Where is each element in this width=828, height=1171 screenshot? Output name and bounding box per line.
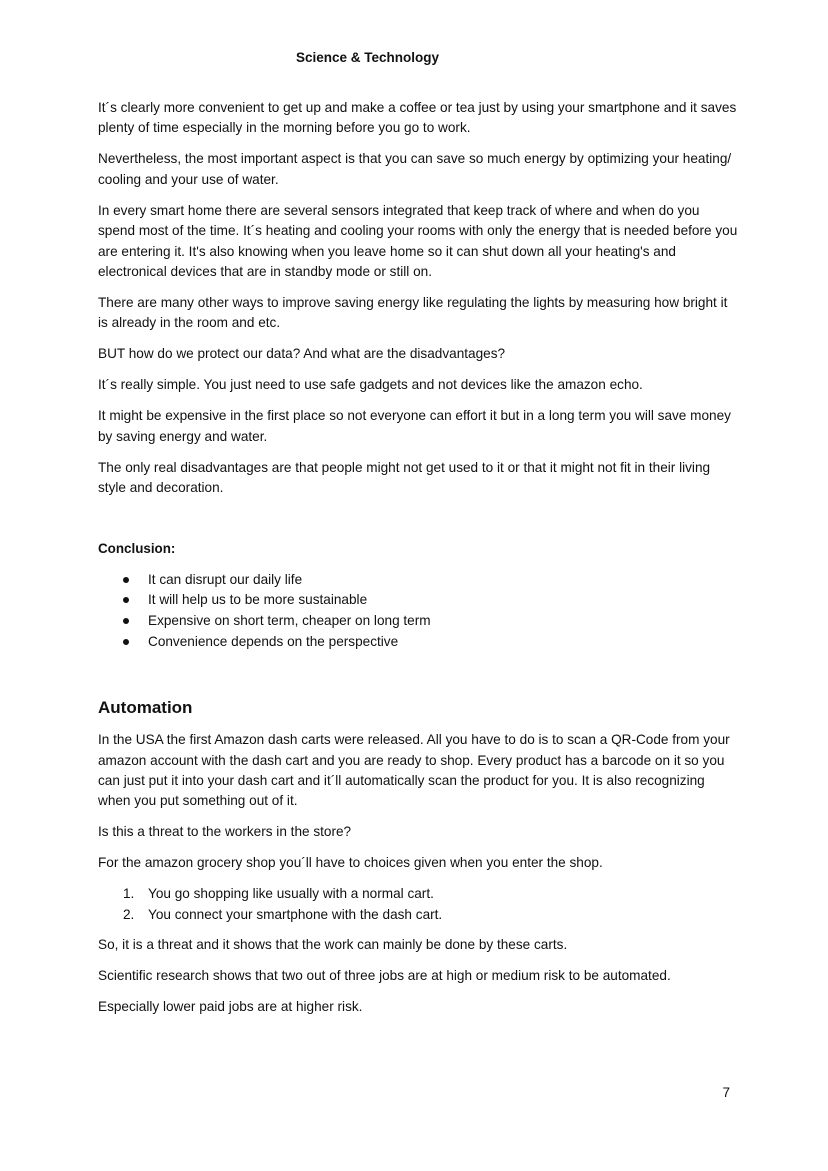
list-item	[98, 570, 738, 591]
paragraph: The only real disadvantages are that people might not get used to it or that it might not fit in their living style and decoration.	[98, 459, 711, 496]
paragraph: There are many other ways to improve saving energy like regulating the lights by measuring how bright it is already in the room and etc.	[98, 295, 728, 331]
list-item-text: Expensive on short term, cheaper on long term	[148, 613, 431, 629]
section-heading-automation: Automation	[98, 697, 193, 717]
list-item	[98, 884, 738, 904]
paragraph: Nevertheless, the most important aspect is that you can save so much energy by optimizing your heating/ cooling and your use of water.	[98, 151, 732, 187]
list-item-text: It will help us to be more sustainable	[148, 592, 368, 608]
paragraph: For the amazon grocery shop you´ll have to choices given when you enter the shop.	[98, 855, 603, 871]
paragraph: BUT how do we protect our data? And what are the disadvantages?	[98, 346, 506, 362]
list-item-text: You connect your smartphone with the dash cart.	[148, 906, 443, 922]
page-content	[98, 98, 738, 1028]
paragraph: So, it is a threat and it shows that the work can mainly be done by these carts.	[98, 937, 568, 953]
conclusion-list	[98, 570, 738, 653]
paragraph: In every smart home there are several sensors integrated that keep track of where and when do you spend most of the time. It´s heating and cooling your rooms with only the energy that is needed before you are entering it. It's also knowing when you leave home so it can shut down all your heating's and electronical devices that are in standby mode or still on.	[98, 202, 738, 280]
list-item	[98, 590, 738, 611]
bullet-icon	[123, 597, 129, 603]
conclusion-heading: Conclusion:	[98, 541, 176, 557]
paragraph: It´s really simple. You just need to use safe gadgets and not devices like the amazon echo.	[98, 377, 643, 393]
list-item-text: Convenience depends on the perspective	[148, 634, 399, 650]
bullet-icon	[123, 639, 129, 645]
choices-list	[98, 884, 738, 925]
list-item	[98, 611, 738, 632]
list-number: 2.	[123, 906, 135, 922]
page-header: Science & Technology	[295, 50, 440, 65]
list-item-text: It can disrupt our daily life	[148, 571, 303, 587]
paragraph: It might be expensive in the first place so not everyone can effort it but in a long term you will save money by saving energy and water.	[98, 408, 731, 444]
page-number: 7	[722, 1085, 730, 1100]
list-item	[98, 905, 738, 925]
bullet-icon	[123, 618, 129, 624]
paragraph: Scientific research shows that two out of three jobs are at high or medium risk to be automated.	[98, 968, 671, 984]
list-item-text: You go shopping like usually with a normal cart.	[148, 886, 434, 902]
spacer	[98, 509, 738, 539]
paragraph: Especially lower paid jobs are at higher risk.	[98, 999, 363, 1015]
paragraph: It´s clearly more convenient to get up and make a coffee or tea just by using your smartphone and it saves plenty of time especially in the morning before you go to work.	[98, 100, 737, 136]
bullet-icon	[123, 577, 129, 583]
list-number: 1.	[123, 886, 135, 902]
paragraph: In the USA the first Amazon dash carts were released. All you have to do is to scan a QR-Code from your amazon account with the dash cart and you are ready to shop. Every product has a barcode on it so you can just put it into your dash cart and it´ll automatically scan the product for you. It is also recognizing when you put something out of it.	[98, 732, 730, 809]
paragraph: Is this a threat to the workers in the store?	[98, 824, 352, 840]
list-item	[98, 632, 738, 653]
